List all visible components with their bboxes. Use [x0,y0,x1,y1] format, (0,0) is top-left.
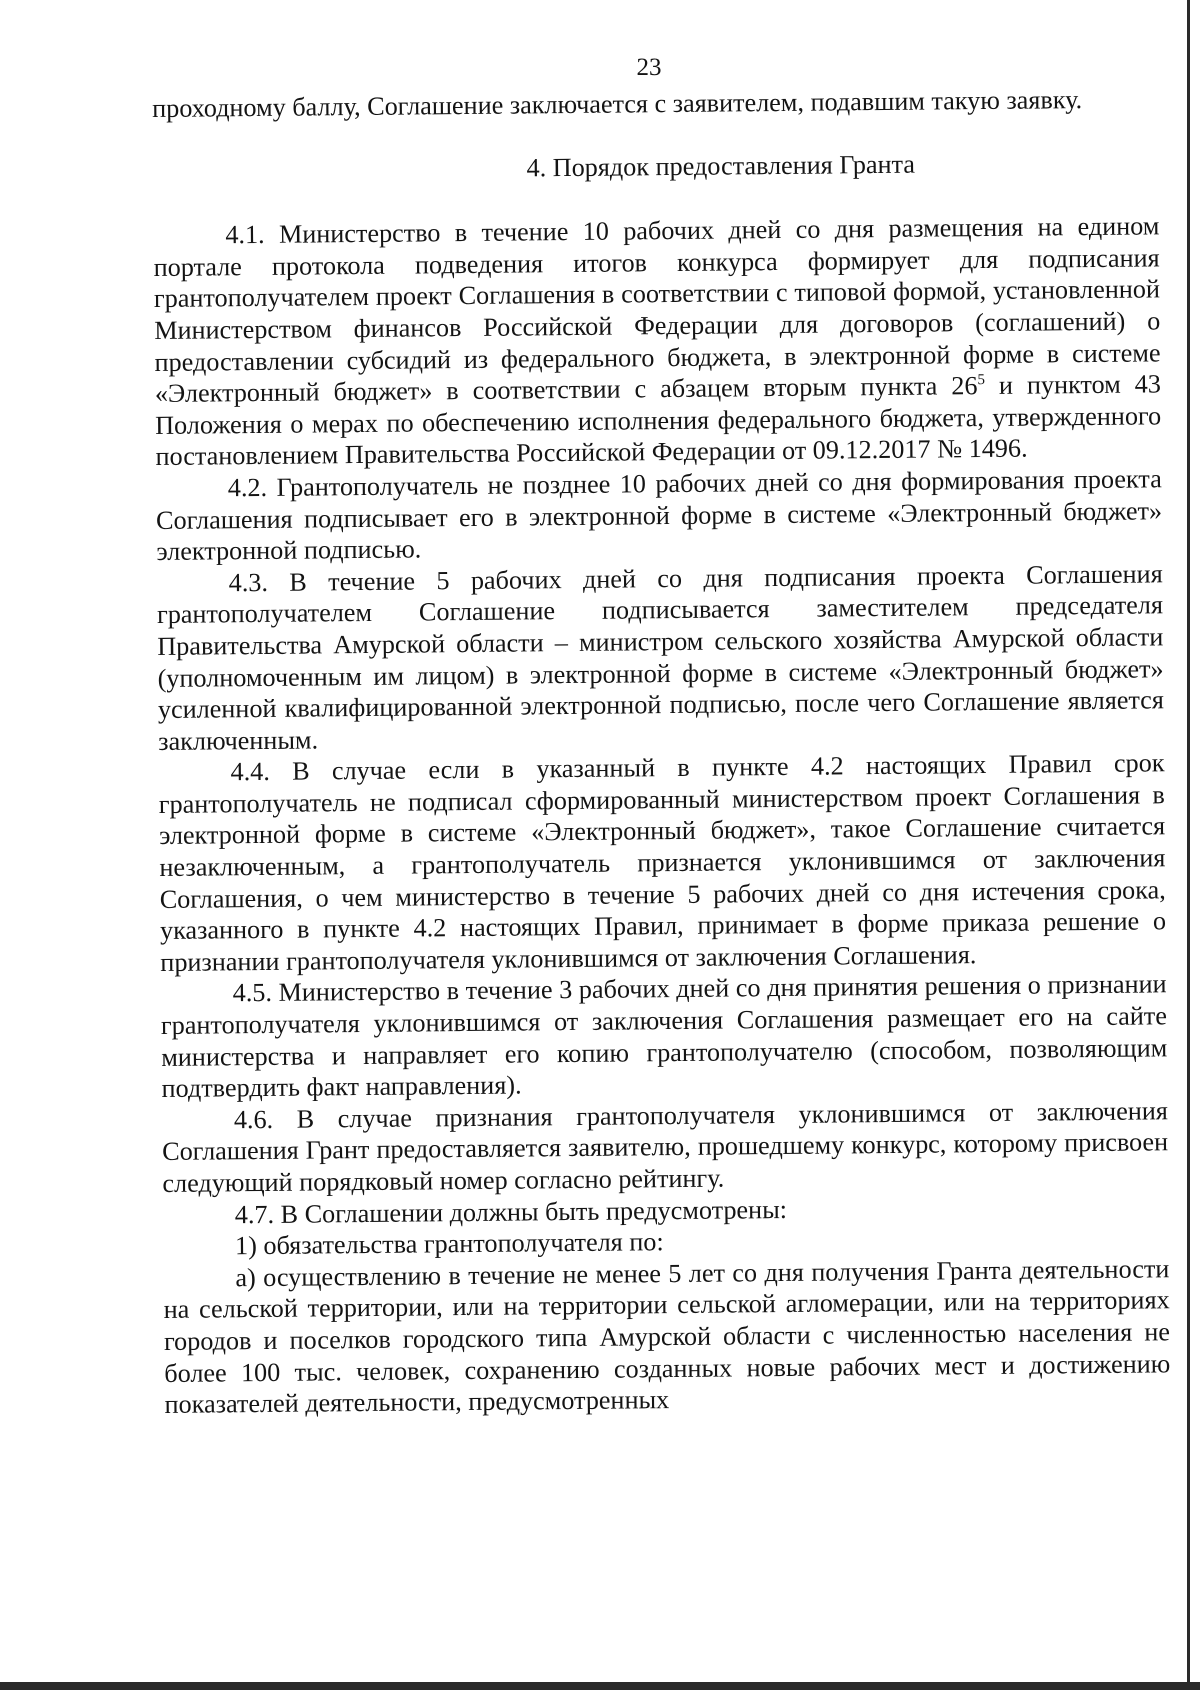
paragraph-4-1-text-start: 4.1. Министерство в течение 10 рабочих дней со дня размещения на едином портале протокола подведения итогов конкурса формирует для подписания грантополучателем проект Соглашения в соответствии с типовой формой, установленной Министерством финансов Российской Федерации для договоров (соглашений) о предоставлении субсидий из федерального бюджета, в электронной форме в системе «Электронный бюджет» в соответствии с абзацем вторым пункта 26 [153,211,1161,409]
paragraph-4-4: 4.4. В случае если в указанный в пункте 4.2 настоящих Правил срок грантополучатель не подписал сформированный министерством проект Соглашения в электронной форме в системе «Электронный бюджет», такое Соглашение считается незаключенным, а грантополучатель признается уклонившимся от заключения Соглашения, о чем министерство в течение 5 рабочих дней со дня истечения срока, указанного в пункте 4.2 настоящих Правил, принимает в форме приказа решение о признании грантополучателя уклонившимся от заключения Соглашения. [158,748,1167,977]
section-heading: 4. Порядок предоставления Гранта [526,149,916,183]
paragraph-4-6: 4.6. В случае признания грантополучателя уклонившимся от заключения Соглашения Грант предоставляется заявителю, прошедшему конкурс, которому присвоен следующий порядковый номер согласно рейтингу. [162,1096,1169,1198]
paragraph-4-1-text-end: и пунктом 43 Положения о мерах по обеспечению исполнения федерального бюджета, утвержденного постановлением Правительства Российской Федерации от 09.12.2017 № 1496. [155,369,1162,472]
paragraph-4-5: 4.5. Министерство в течение 3 рабочих дней со дня принятия решения о признании грантополучателя уклонившимся от заключения Соглашения размещает его на сайте министерства и направляет его копию грантополучателю (способом, позволяющим подтвердить факт направления). [160,969,1168,1104]
paragraph-4-3: 4.3. В течение 5 рабочих дней со дня подписания проекта Соглашения грантополучателем Соглашение подписывается заместителем председателя Правительства Амурской области – министром сельского хозяйства Амурской области (уполномоченным им лицом) в электронной форме в системе «Электронный бюджет» усиленной квалифицированной электронной подписью, после чего Соглашение является заключенным. [156,559,1165,756]
paragraph-4-1 [153,211,1161,473]
footnote-superscript: 5 [977,372,985,389]
intro-paragraph: проходному баллу, Соглашение заключается с заявителем, подавшим такую заявку. [152,85,1083,123]
list-item-a: а) осуществлению в течение не менее 5 лет со дня получения Гранта деятельности на сельской территории, или на территории сельской агломерации, или на территориях городов и поселков городского типа Амурской области с численностью населения не более 100 тыс. человек, сохранению созданных новые рабочих мест и достижению показателей деятельности, предусмотренных [163,1254,1171,1420]
scan-edge-right [1187,0,1190,1690]
document-body [152,83,1171,1420]
page-number: 23 [636,54,662,81]
paragraph-4-7: 4.7. В Соглашении должны быть предусмотрены: [234,1194,788,1229]
paragraph-4-2: 4.2. Грантополучатель не позднее 10 рабочих дней со дня формирования проекта Соглашения подписывает его в электронной форме в системе «Электронный бюджет» электронной подписью. [155,464,1163,567]
list-item-1: 1) обязательства грантополучателя по: [234,1227,664,1261]
scan-edge-bottom [0,1682,1200,1690]
